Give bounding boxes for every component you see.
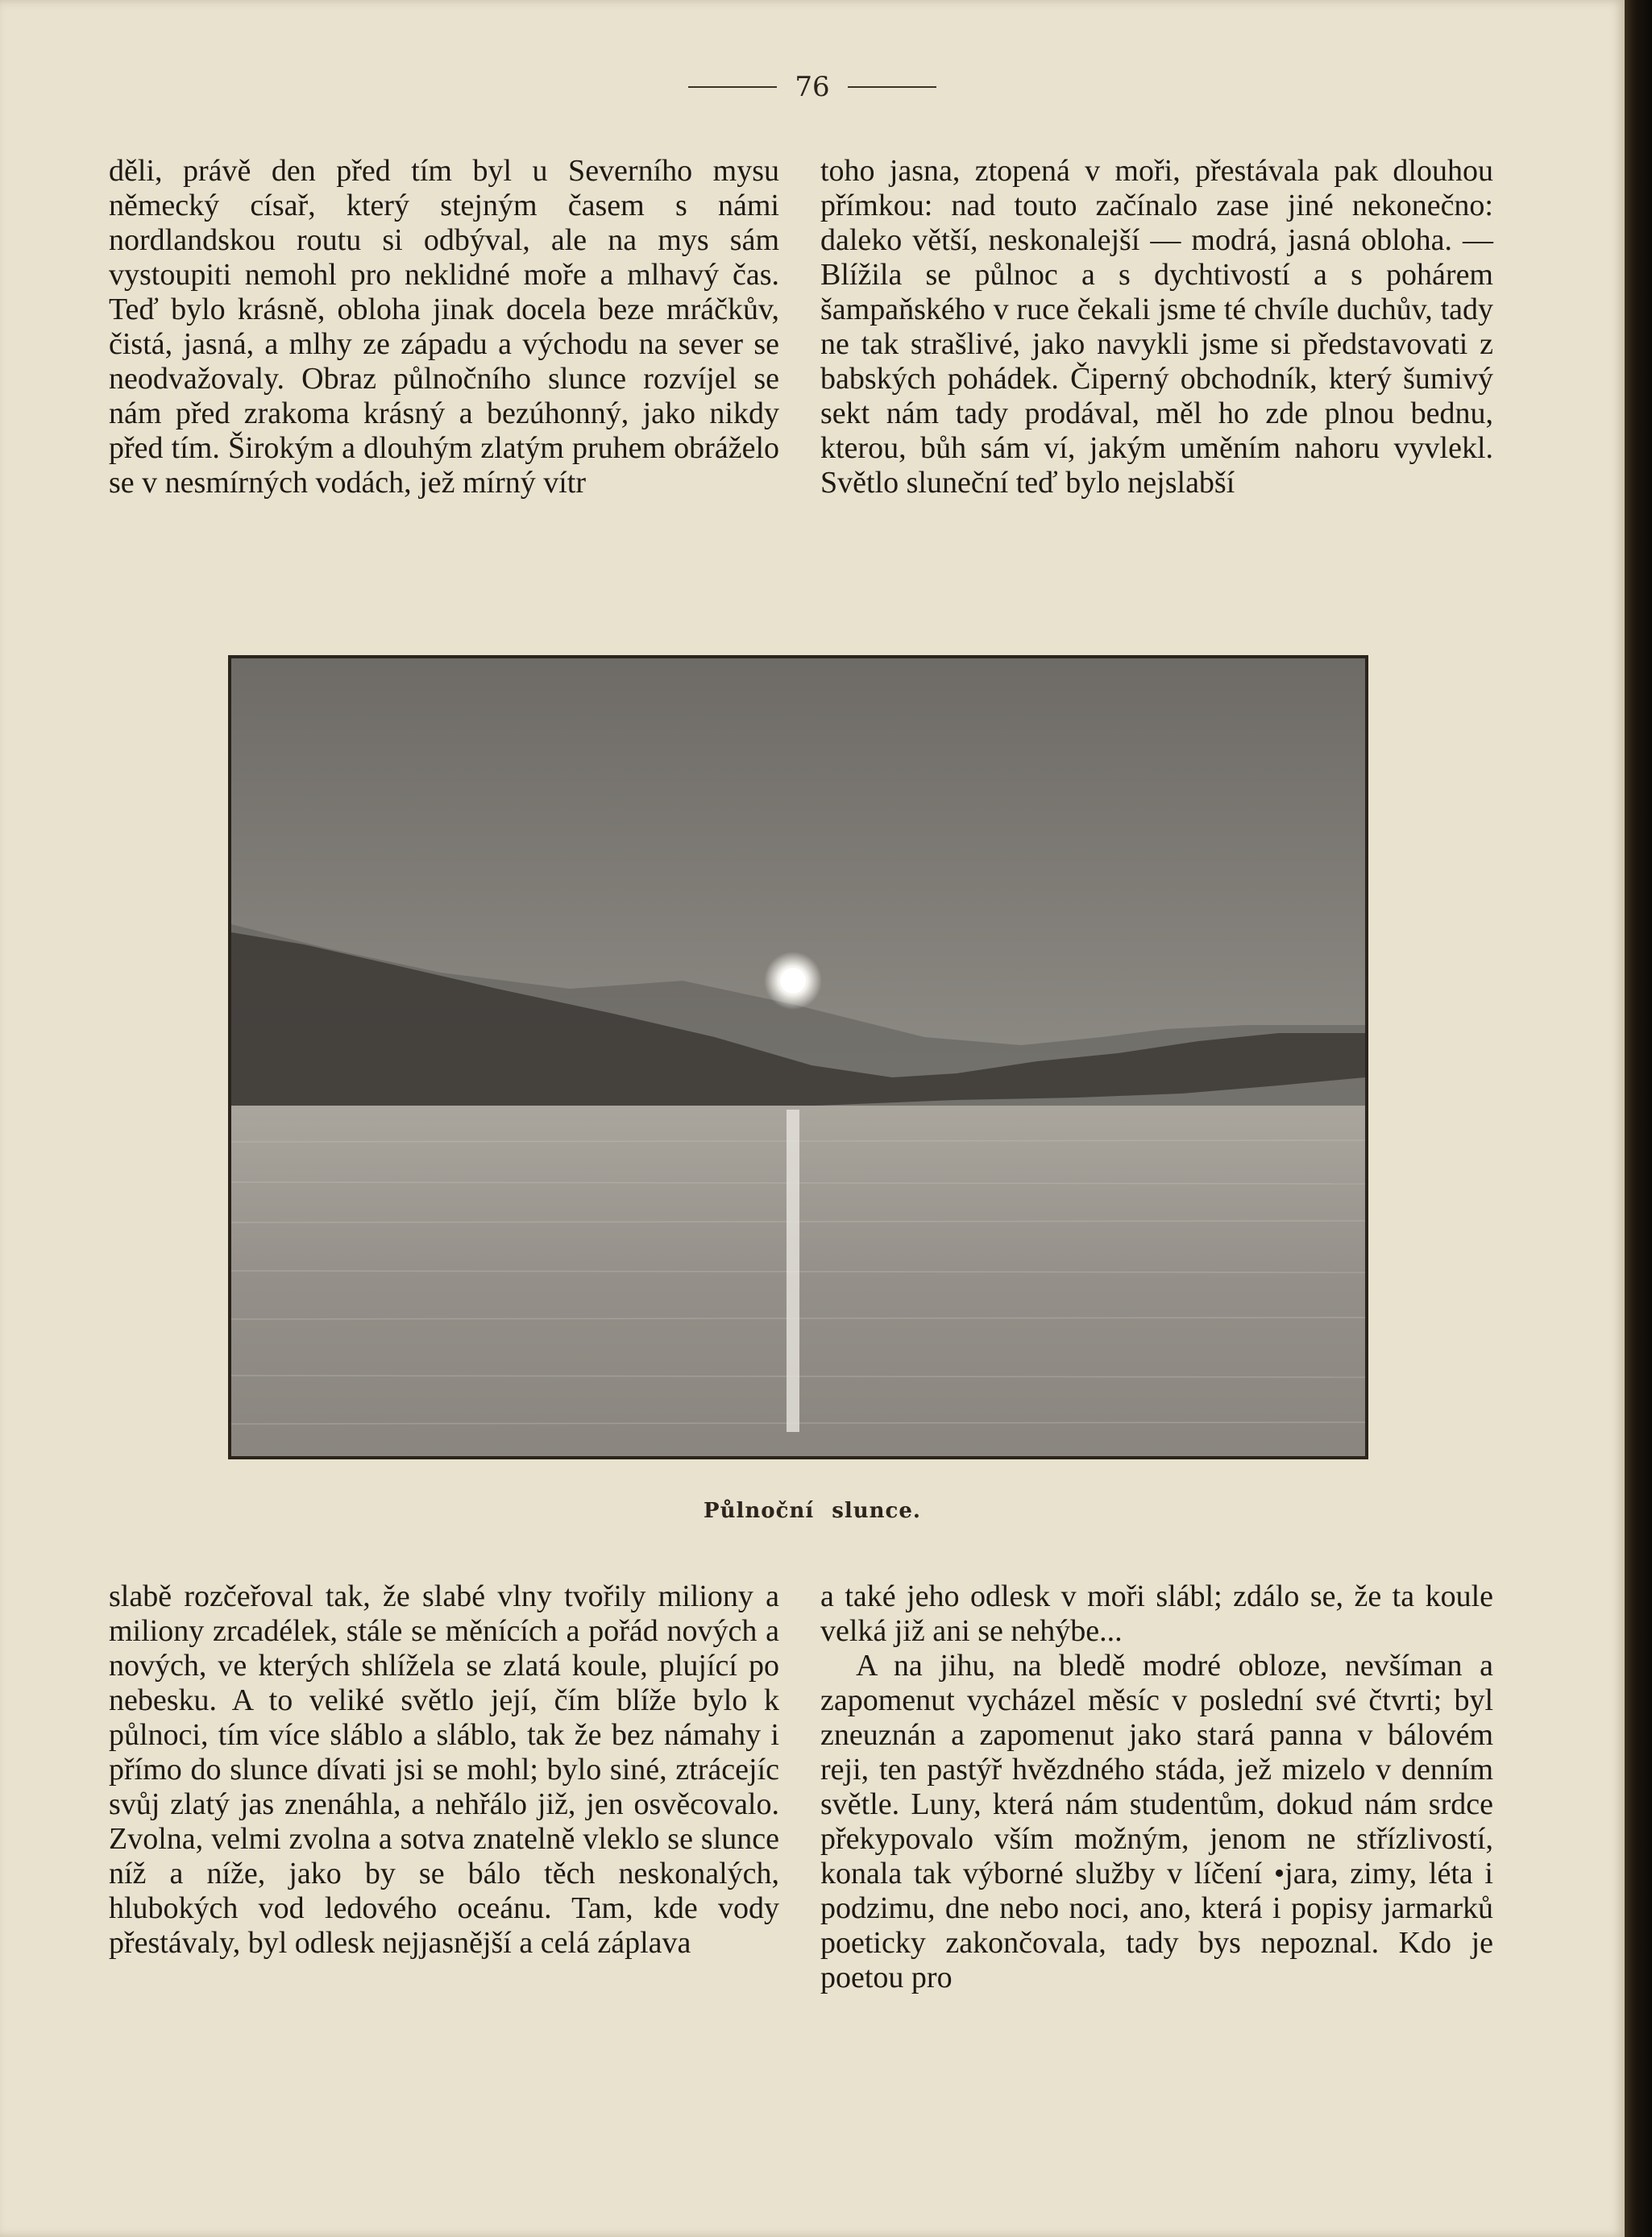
photo-midnight-sun: [228, 655, 1368, 1459]
paragraph: a také jeho odlesk v moři slábl; zdálo se, že ta koule velká již ani se nehýbe...: [820, 1579, 1493, 1648]
page-header: [0, 71, 1625, 103]
photo-sun-reflection: [787, 1110, 799, 1432]
page-number: 76: [795, 71, 830, 103]
header-rule-right: [848, 86, 936, 88]
paragraph: slabě rozčeřoval tak, že slabé vlny tvořily miliony a miliony zrcadélek, stále se měnících a pořád nových a nových, ve kterých shlížela se zlatá koule, plující po nebesku. A to veliké světlo její, čím blíže bylo k půlnoci, tím více sláblo a sláblo, tak že bez námahy i přímo do slunce dívati jsi se mohl; bylo siné, ztrácejíc svůj zlatý jas znenáhla, a nehřálo již, jen osvěcovalo. Zvolna, velmi zvolna a sotva znatelně vleklo se slunce níž a níže, jako by se bálo těch neskonalých, hlubokých vod ledového oceánu. Tam, kde vody přestávaly, byl odlesk nejjasnější a celá záplava: [109, 1579, 779, 1960]
caption-word: Půlnoční: [704, 1499, 815, 1523]
caption-word: slunce.: [832, 1499, 921, 1523]
photo-illustration: [231, 658, 1365, 1456]
paragraph: děli, právě den před tím byl u Severního mysu německý císař, který stejným časem s námi nordlandskou routu si odbýval, ale na mys sám vystoupiti nemohl pro neklidné moře a mlhavý čas. Teď bylo krásně, obloha jinak docela beze mráčkův, čistá, jasná, a mlhy ze západu a východu na sever se neodvažovaly. Obraz půlnočního slunce rozvíjel se nám před zrakoma krásný a bezúhonný, jako nikdy před tím. Širokým a dlouhým zlatým pruhem obráželo se v nesmírných vodách, jež mírný vítr: [109, 154, 779, 500]
paragraph: toho jasna, ztopená v moři, přestávala pak dlouhou přímkou: nad touto začínalo zase jiné nekonečno: daleko větší, neskonalejší — modrá, jasná obloha. — Blížila se půlnoc a s dychtivostí a s pohárem šampaňského v ruce čekali jsme té chvíle duchův, tady ne tak strašlivé, jako navykli jsme si představovati z babských pohádek. Čiperný obchodník, který šumivý sekt nám tady prodával, měl ho zde plnou bednu, kterou, bůh sám ví, jakým uměním nahoru vyvlekl. Světlo sluneční teď bylo nejslabší: [820, 154, 1493, 500]
column-top-right: [820, 154, 1493, 500]
book-edge: [1625, 0, 1652, 2237]
figure-caption: [0, 1499, 1625, 1523]
column-bottom-right: [820, 1579, 1493, 1995]
header-rule-left: [688, 86, 777, 88]
photo-sun: [780, 968, 806, 994]
column-top-left: [109, 154, 779, 500]
column-bottom-left: [109, 1579, 779, 1961]
paragraph: A na jihu, na bledě modré obloze, nevšíman a zapomenut vycházel měsíc v poslední své čtvrti; byl zneuznán a zapomenut jako stará panna v bálovém reji, ten pastýř hvězdného stáda, jež mizelo v denním světle. Luny, která nám studentům, dokud nám srdce překypovalo vším možným, jenom ne střízlivostí, konala tak výborné služby v líčení •jara, zimy, léta i podzimu, dne nebo noci, ano, která i popisy jarmarků poeticky zakončovala, tady bys nepoznal. Kdo je poetou pro: [820, 1649, 1493, 1994]
